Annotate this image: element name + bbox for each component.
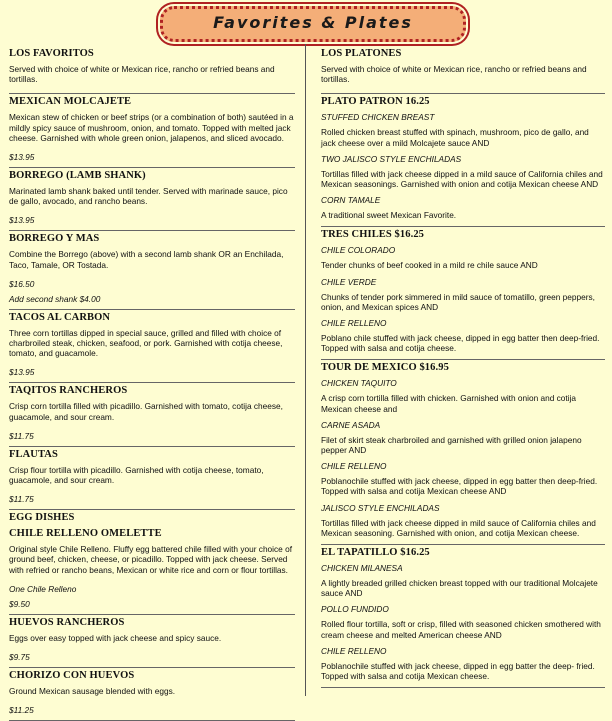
section-title: CHORIZO CON HUEVOS <box>9 670 135 682</box>
dish-name: TWO JALISCO STYLE ENCHILADAS <box>321 153 462 164</box>
dish-name: CHILE VERDE <box>321 276 377 287</box>
section-title: EL TAPATILLO $16.25 <box>321 547 430 559</box>
dish-name: CHICKEN MILANESA <box>321 563 403 574</box>
menu-section <box>9 96 295 168</box>
section-title: TAQITOS RANCHEROS <box>9 385 128 397</box>
section-title: CHILE RELLENO OMELETTE <box>9 528 162 540</box>
section-description: Served with choice of white or Mexican rice, rancho or refried beans and tortillas. <box>321 64 587 85</box>
section-description: Eggs over easy topped with jack cheese and spicy sauce. <box>9 632 222 643</box>
section-price: $9.50 <box>9 598 30 609</box>
dish-name: CHICKEN TAQUITO <box>321 378 397 389</box>
section-title: BORREGO (LAMB SHANK) <box>9 170 146 182</box>
section-title: LOS PLATONES <box>321 48 402 59</box>
section-title: TOUR DE MEXICO $16.95 <box>321 362 449 374</box>
section-title: MEXICAN MOLCAJETE <box>9 96 132 108</box>
dish-name: CHILE RELLENO <box>321 318 387 329</box>
section-price: $16.50 <box>9 278 35 289</box>
section-price: $11.75 <box>9 494 34 505</box>
dish-name: CHILE RELLENO <box>321 461 387 472</box>
section-title: FLAUTAS <box>9 448 58 460</box>
section-title: TRES CHILES $16.25 <box>321 229 425 241</box>
section-title: TACOS AL CARBON <box>9 311 111 323</box>
right-column <box>321 46 605 688</box>
section-price: $11.75 <box>9 430 34 441</box>
dish-description: Poblano chile stuffed with jack cheese, dipped in egg batter then deep-fried. Topped with salsa and cotija cheese. <box>321 333 600 354</box>
section-note: One Chile Relleno <box>9 583 77 594</box>
section-description: Served with choice of white or Mexican rice, rancho or refried beans and tortillas. <box>9 64 275 85</box>
section-price: $13.95 <box>9 152 35 163</box>
section-price: $13.95 <box>9 215 35 226</box>
section-title: HUEVOS RANCHEROS <box>9 616 125 628</box>
menu-section <box>321 547 605 688</box>
section-title: LOS FAVORITOS <box>9 48 94 59</box>
section-price: $11.25 <box>9 705 34 716</box>
dish-description: A lightly breaded grilled chicken breast topped with our traditional Molcajete sauce AND <box>321 578 598 599</box>
dish-description: Tortillas filled with jack cheese dipped in mild sauce of California chiles and Mexican seasoning. Garnished with onion, and cotija Mexican cheese. <box>321 517 596 538</box>
menu-section <box>9 312 295 384</box>
dish-name: CORN TAMALE <box>321 195 381 206</box>
section-title: EGG DISHES <box>9 512 75 524</box>
dish-name: CHILE RELLENO <box>321 645 387 656</box>
dish-description: Poblanochile stuffed with jack cheese, dipped in egg batter then deep-fried. Topped with salsa and cotija Mexican cheese AND <box>321 476 598 497</box>
header-banner <box>160 6 466 42</box>
left-column <box>9 46 295 721</box>
dish-name: STUFFED CHICKEN BREAST <box>321 112 435 123</box>
dish-description: Rolled flour tortilla, soft or crisp, filled with seasoned chicken smothered with cream cheese and melted American cheese AND <box>321 619 601 640</box>
menu-section <box>9 385 295 446</box>
menu-section <box>9 617 295 668</box>
menu-section <box>9 670 295 721</box>
dish-name: JALISCO STYLE ENCHILADAS <box>321 502 440 513</box>
menu-section <box>9 233 295 309</box>
menu-section <box>321 229 605 360</box>
dish-description: A traditional sweet Mexican Favorite. <box>321 210 457 221</box>
section-description: Mexican stew of chicken or beef strips (or a combination of both) sautéed in a mildly spicy sauce of mushroom, onion, and tomato. Topped with melted jack cheese. Garnished with whole green onion, jalapenos, and sliced avocado. <box>9 112 294 143</box>
dish-name: POLLO FUNDIDO <box>321 604 389 615</box>
dish-description: Chunks of tender pork simmered in mild sauce of tomatillo, green peppers, onion, and Mexican spices AND <box>321 291 595 312</box>
menu-section <box>9 512 295 523</box>
section-price: $13.95 <box>9 367 35 378</box>
menu-section <box>321 96 605 227</box>
section-description: Ground Mexican sausage blended with eggs. <box>9 686 176 697</box>
menu-section <box>9 48 295 94</box>
dish-description: Tortillas filled with jack cheese dipped in a mild sauce of California chiles and Mexican seasonings. Garnished with onion and cotija Mexican cheese AND <box>321 168 603 190</box>
menu-section <box>9 449 295 510</box>
menu-section <box>9 170 295 231</box>
section-title: BORREGO Y MAS <box>9 233 100 245</box>
dish-name: CARNE ASADA <box>321 419 381 430</box>
dish-description: Rolled chicken breast stuffed with spinach, mushroom, pico de gallo, and jack cheese over a mild Molcajete sauce AND <box>321 127 589 148</box>
section-description: Three corn tortillas dipped in special sauce, grilled and filled with choice of charbroiled steak, chicken, seafood, or pork. Garnished with cotija cheese, tomato, and guacamole. <box>9 327 283 359</box>
dish-name: CHILE COLORADO <box>321 245 396 256</box>
section-note: Add second shank $4.00 <box>9 293 101 304</box>
section-description: Marinated lamb shank baked until tender. Served with marinade sauce, pico de gallo, avocado, and rancho beans. <box>9 186 288 207</box>
menu-section <box>321 48 605 94</box>
menu-section <box>9 528 295 615</box>
dish-description: Filet of skirt steak charbroiled and garnished with grilled onion jalapeno pepper AND <box>321 434 582 456</box>
dish-description: Tender chunks of beef cooked in a mild re chile sauce AND <box>321 260 538 271</box>
page-title: Favorites & Plates <box>213 13 413 32</box>
section-description: Crisp corn tortilla filled with picadillo. Garnished with tomato, cotija cheese, guacamole, and sour cream. <box>9 401 283 422</box>
dish-description: A crisp corn tortilla filled with chicken. Garnished with onion and cotija Mexican cheese and <box>321 393 577 414</box>
dish-description: Poblanochile stuffed with jack cheese, dipped in egg batter the deep- fried. Topped with salsa and cotija Mexican cheese. <box>321 660 595 682</box>
column-divider <box>305 44 306 696</box>
section-description: Original style Chile Relleno. Fluffy egg battered chile filled with your choice of ground beef, chicken, cheese, or picadillo. Topped with jack cheese. Served with refried or rancho beans, Mexican or white rice and corn or flour tortillas. <box>9 544 293 575</box>
section-description: Combine the Borrego (above) with a second lamb shank OR an Enchilada, Taco, Tamale, OR Tostada. <box>9 249 284 270</box>
section-description: Crisp flour tortilla with picadillo. Garnished with cotija cheese, tomato, guacamole, and sour cream. <box>9 464 264 486</box>
section-price: $9.75 <box>9 652 30 663</box>
menu-section <box>321 362 605 545</box>
section-title: PLATO PATRON 16.25 <box>321 96 430 108</box>
